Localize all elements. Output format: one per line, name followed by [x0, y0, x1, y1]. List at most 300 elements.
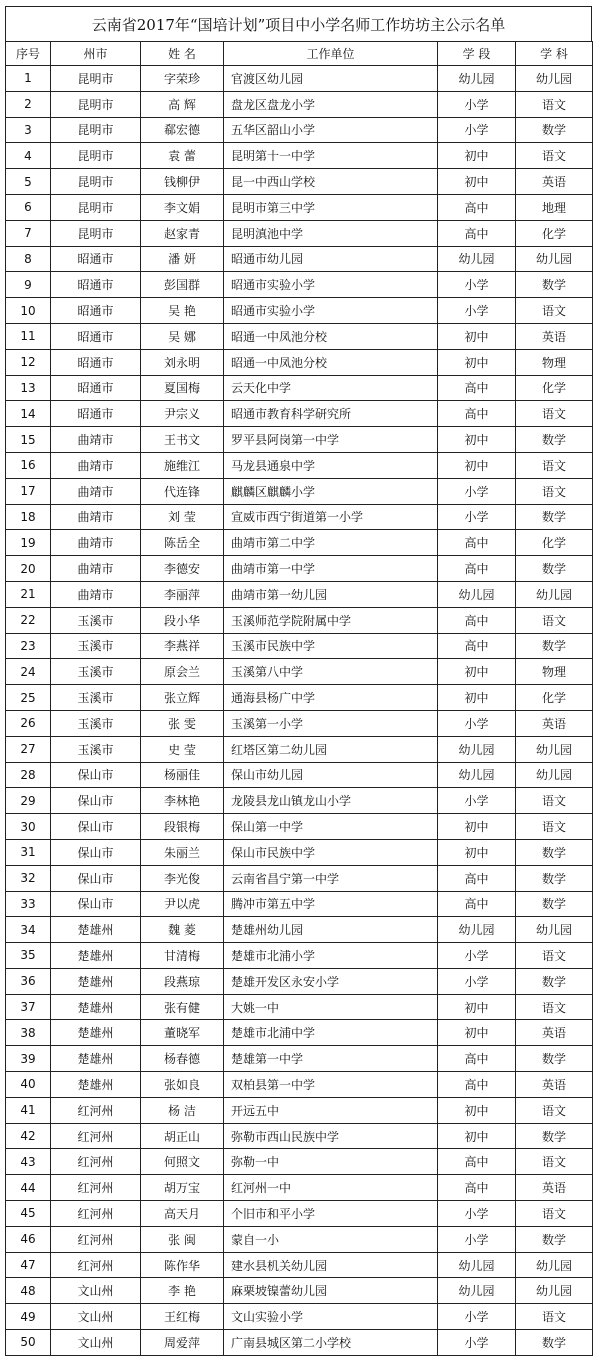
- cell-subject: 化学: [516, 685, 593, 711]
- cell-subject: 幼儿园: [516, 1278, 593, 1304]
- cell-name: 甘清梅: [141, 943, 224, 969]
- table-row: [6, 504, 593, 530]
- cell-city: 昆明市: [51, 117, 141, 143]
- cell-subject: 英语: [516, 710, 593, 736]
- cell-workplace: 楚雄市北浦小学: [224, 943, 438, 969]
- cell-index: 13: [6, 375, 51, 401]
- cell-city: 昆明市: [51, 194, 141, 220]
- cell-city: 曲靖市: [51, 427, 141, 453]
- cell-stage: 初中: [438, 349, 516, 375]
- table-row: [6, 1097, 593, 1123]
- cell-workplace: 曲靖市第一中学: [224, 556, 438, 582]
- cell-index: 9: [6, 272, 51, 298]
- cell-subject: 化学: [516, 530, 593, 556]
- cell-workplace: 玉溪师范学院附属中学: [224, 607, 438, 633]
- cell-city: 保山市: [51, 839, 141, 865]
- cell-stage: 初中: [438, 685, 516, 711]
- cell-index: 5: [6, 169, 51, 195]
- cell-index: 10: [6, 298, 51, 324]
- cell-city: 曲靖市: [51, 530, 141, 556]
- table-row: [6, 452, 593, 478]
- cell-name: 钱柳伊: [141, 169, 224, 195]
- cell-city: 玉溪市: [51, 659, 141, 685]
- cell-stage: 小学: [438, 478, 516, 504]
- cell-stage: 高中: [438, 607, 516, 633]
- table-row: [6, 659, 593, 685]
- cell-stage: 初中: [438, 994, 516, 1020]
- header-name: 姓 名: [141, 42, 224, 66]
- cell-index: 30: [6, 814, 51, 840]
- table-row: [6, 1252, 593, 1278]
- table-row: [6, 1123, 593, 1149]
- cell-name: 尹宗义: [141, 401, 224, 427]
- cell-stage: 初中: [438, 839, 516, 865]
- cell-index: 24: [6, 659, 51, 685]
- cell-subject: 地理: [516, 194, 593, 220]
- cell-stage: 高中: [438, 891, 516, 917]
- cell-city: 保山市: [51, 814, 141, 840]
- cell-name: 施维江: [141, 452, 224, 478]
- cell-city: 红河州: [51, 1201, 141, 1227]
- cell-subject: 英语: [516, 1020, 593, 1046]
- table-row: [6, 1330, 593, 1356]
- table-row: [6, 349, 593, 375]
- cell-city: 昭通市: [51, 323, 141, 349]
- cell-workplace: 龙陵县龙山镇龙山小学: [224, 788, 438, 814]
- cell-workplace: 马龙县通泉中学: [224, 452, 438, 478]
- cell-name: 魏 菱: [141, 917, 224, 943]
- cell-workplace: 盘龙区盘龙小学: [224, 91, 438, 117]
- cell-workplace: 麒麟区麒麟小学: [224, 478, 438, 504]
- cell-workplace: 双柏县第一中学: [224, 1072, 438, 1098]
- table-row: [6, 762, 593, 788]
- cell-index: 21: [6, 581, 51, 607]
- cell-subject: 数学: [516, 633, 593, 659]
- cell-workplace: 保山市幼儿园: [224, 762, 438, 788]
- cell-workplace: 昆一中西山学校: [224, 169, 438, 195]
- table-row: [6, 375, 593, 401]
- cell-subject: 英语: [516, 169, 593, 195]
- cell-index: 23: [6, 633, 51, 659]
- cell-city: 楚雄州: [51, 1072, 141, 1098]
- cell-workplace: 昭通市实验小学: [224, 272, 438, 298]
- cell-subject: 化学: [516, 220, 593, 246]
- cell-city: 保山市: [51, 865, 141, 891]
- cell-name: 张如良: [141, 1072, 224, 1098]
- table-row: [6, 117, 593, 143]
- cell-name: 袁 蕾: [141, 143, 224, 169]
- cell-city: 红河州: [51, 1123, 141, 1149]
- cell-subject: 物理: [516, 659, 593, 685]
- cell-name: 李德安: [141, 556, 224, 582]
- cell-name: 何照文: [141, 1149, 224, 1175]
- cell-city: 昭通市: [51, 298, 141, 324]
- cell-name: 陈作华: [141, 1252, 224, 1278]
- cell-workplace: 昆明第十一中学: [224, 143, 438, 169]
- cell-workplace: 玉溪第八中学: [224, 659, 438, 685]
- cell-workplace: 云南省昌宁第一中学: [224, 865, 438, 891]
- page-title: 云南省2017年“国培计划”项目中小学名师工作坊坊主公示名单: [5, 6, 592, 41]
- cell-index: 50: [6, 1330, 51, 1356]
- cell-stage: 小学: [438, 272, 516, 298]
- cell-workplace: 宣威市西宁街道第一小学: [224, 504, 438, 530]
- cell-city: 玉溪市: [51, 736, 141, 762]
- cell-index: 18: [6, 504, 51, 530]
- cell-subject: 语文: [516, 401, 593, 427]
- cell-city: 昭通市: [51, 401, 141, 427]
- cell-index: 22: [6, 607, 51, 633]
- table-row: [6, 1149, 593, 1175]
- cell-city: 文山州: [51, 1278, 141, 1304]
- cell-name: 刘 莹: [141, 504, 224, 530]
- cell-subject: 语文: [516, 1304, 593, 1330]
- cell-index: 38: [6, 1020, 51, 1046]
- table-row: [6, 1046, 593, 1072]
- table-row: [6, 788, 593, 814]
- cell-city: 曲靖市: [51, 556, 141, 582]
- table-row: [6, 1278, 593, 1304]
- cell-index: 14: [6, 401, 51, 427]
- cell-city: 楚雄州: [51, 943, 141, 969]
- table-row: [6, 556, 593, 582]
- cell-index: 15: [6, 427, 51, 453]
- cell-stage: 小学: [438, 1226, 516, 1252]
- cell-stage: 初中: [438, 143, 516, 169]
- cell-stage: 初中: [438, 814, 516, 840]
- cell-stage: 小学: [438, 710, 516, 736]
- cell-workplace: 曲靖市第二中学: [224, 530, 438, 556]
- cell-workplace: 弥勒一中: [224, 1149, 438, 1175]
- cell-workplace: 广南县城区第二小学校: [224, 1330, 438, 1356]
- table-row: [6, 298, 593, 324]
- cell-name: 高 辉: [141, 91, 224, 117]
- table-row: [6, 968, 593, 994]
- cell-city: 楚雄州: [51, 1046, 141, 1072]
- cell-name: 杨丽佳: [141, 762, 224, 788]
- table-row: [6, 1175, 593, 1201]
- cell-name: 李光俊: [141, 865, 224, 891]
- cell-index: 36: [6, 968, 51, 994]
- cell-stage: 幼儿园: [438, 1278, 516, 1304]
- cell-stage: 初中: [438, 323, 516, 349]
- cell-index: 11: [6, 323, 51, 349]
- cell-name: 夏国梅: [141, 375, 224, 401]
- cell-workplace: 通海县杨广中学: [224, 685, 438, 711]
- cell-name: 杨春德: [141, 1046, 224, 1072]
- cell-subject: 数学: [516, 891, 593, 917]
- cell-name: 郗宏德: [141, 117, 224, 143]
- cell-subject: 英语: [516, 323, 593, 349]
- cell-workplace: 楚雄州幼儿园: [224, 917, 438, 943]
- cell-city: 昆明市: [51, 91, 141, 117]
- cell-name: 潘 妍: [141, 246, 224, 272]
- header-workplace: 工作单位: [224, 42, 438, 66]
- cell-index: 31: [6, 839, 51, 865]
- cell-city: 保山市: [51, 762, 141, 788]
- cell-city: 红河州: [51, 1175, 141, 1201]
- cell-workplace: 楚雄开发区永安小学: [224, 968, 438, 994]
- cell-subject: 幼儿园: [516, 917, 593, 943]
- cell-name: 周爱萍: [141, 1330, 224, 1356]
- table-row: [6, 607, 593, 633]
- cell-stage: 小学: [438, 298, 516, 324]
- cell-stage: 初中: [438, 659, 516, 685]
- cell-subject: 语文: [516, 943, 593, 969]
- cell-workplace: 保山市民族中学: [224, 839, 438, 865]
- table-row: [6, 1226, 593, 1252]
- cell-city: 楚雄州: [51, 994, 141, 1020]
- cell-city: 昆明市: [51, 169, 141, 195]
- cell-index: 2: [6, 91, 51, 117]
- cell-workplace: 开远五中: [224, 1097, 438, 1123]
- cell-city: 保山市: [51, 891, 141, 917]
- cell-subject: 数学: [516, 1330, 593, 1356]
- cell-index: 33: [6, 891, 51, 917]
- cell-subject: 数学: [516, 1226, 593, 1252]
- cell-workplace: 楚雄第一中学: [224, 1046, 438, 1072]
- cell-workplace: 昆明市第三中学: [224, 194, 438, 220]
- cell-workplace: 昭通市幼儿园: [224, 246, 438, 272]
- cell-subject: 幼儿园: [516, 736, 593, 762]
- cell-name: 段银梅: [141, 814, 224, 840]
- table-row: [6, 427, 593, 453]
- cell-city: 红河州: [51, 1097, 141, 1123]
- cell-subject: 幼儿园: [516, 762, 593, 788]
- cell-stage: 小学: [438, 1330, 516, 1356]
- cell-subject: 语文: [516, 478, 593, 504]
- table-row: [6, 1201, 593, 1227]
- table-row: [6, 66, 593, 92]
- table-row: [6, 246, 593, 272]
- cell-subject: 数学: [516, 272, 593, 298]
- cell-workplace: 大姚一中: [224, 994, 438, 1020]
- table-row: [6, 530, 593, 556]
- cell-workplace: 玉溪第一小学: [224, 710, 438, 736]
- cell-subject: 数学: [516, 504, 593, 530]
- cell-workplace: 弥勒市西山民族中学: [224, 1123, 438, 1149]
- cell-workplace: 文山实验小学: [224, 1304, 438, 1330]
- cell-city: 昭通市: [51, 272, 141, 298]
- cell-name: 段燕琼: [141, 968, 224, 994]
- cell-index: 6: [6, 194, 51, 220]
- cell-name: 张有健: [141, 994, 224, 1020]
- table-row: [6, 272, 593, 298]
- cell-workplace: 昆明滇池中学: [224, 220, 438, 246]
- cell-name: 尹以虎: [141, 891, 224, 917]
- cell-subject: 语文: [516, 788, 593, 814]
- cell-city: 保山市: [51, 788, 141, 814]
- cell-stage: 幼儿园: [438, 66, 516, 92]
- table-row: [6, 839, 593, 865]
- cell-workplace: 昭通一中凤池分校: [224, 323, 438, 349]
- cell-workplace: 五华区韶山小学: [224, 117, 438, 143]
- table-row: [6, 891, 593, 917]
- cell-index: 4: [6, 143, 51, 169]
- header-subject: 学 科: [516, 42, 593, 66]
- cell-stage: 高中: [438, 401, 516, 427]
- cell-name: 字荣珍: [141, 66, 224, 92]
- cell-stage: 高中: [438, 1072, 516, 1098]
- cell-stage: 小学: [438, 788, 516, 814]
- cell-name: 杨 洁: [141, 1097, 224, 1123]
- cell-subject: 英语: [516, 1072, 593, 1098]
- cell-name: 王书文: [141, 427, 224, 453]
- cell-stage: 初中: [438, 452, 516, 478]
- table-row: [6, 633, 593, 659]
- cell-index: 29: [6, 788, 51, 814]
- table-row: [6, 943, 593, 969]
- cell-index: 34: [6, 917, 51, 943]
- cell-index: 32: [6, 865, 51, 891]
- cell-name: 代连锋: [141, 478, 224, 504]
- header-city: 州市: [51, 42, 141, 66]
- cell-city: 文山州: [51, 1330, 141, 1356]
- cell-stage: 高中: [438, 194, 516, 220]
- cell-workplace: 保山第一中学: [224, 814, 438, 840]
- cell-index: 1: [6, 66, 51, 92]
- cell-workplace: 官渡区幼儿园: [224, 66, 438, 92]
- cell-city: 昆明市: [51, 220, 141, 246]
- header-stage: 学 段: [438, 42, 516, 66]
- cell-name: 张 雯: [141, 710, 224, 736]
- cell-subject: 数学: [516, 556, 593, 582]
- table-row: [6, 865, 593, 891]
- cell-stage: 幼儿园: [438, 581, 516, 607]
- cell-index: 35: [6, 943, 51, 969]
- cell-stage: 高中: [438, 220, 516, 246]
- cell-stage: 小学: [438, 1304, 516, 1330]
- cell-index: 47: [6, 1252, 51, 1278]
- cell-subject: 语文: [516, 994, 593, 1020]
- cell-name: 高天月: [141, 1201, 224, 1227]
- document: [5, 6, 592, 1356]
- cell-stage: 小学: [438, 91, 516, 117]
- cell-index: 26: [6, 710, 51, 736]
- cell-stage: 初中: [438, 427, 516, 453]
- cell-index: 40: [6, 1072, 51, 1098]
- cell-stage: 高中: [438, 375, 516, 401]
- cell-stage: 高中: [438, 1046, 516, 1072]
- table-row: [6, 401, 593, 427]
- cell-index: 48: [6, 1278, 51, 1304]
- cell-index: 39: [6, 1046, 51, 1072]
- cell-name: 王红梅: [141, 1304, 224, 1330]
- cell-index: 41: [6, 1097, 51, 1123]
- table-row: [6, 710, 593, 736]
- cell-name: 赵家青: [141, 220, 224, 246]
- cell-workplace: 红塔区第二幼儿园: [224, 736, 438, 762]
- table-row: [6, 323, 593, 349]
- cell-index: 46: [6, 1226, 51, 1252]
- cell-index: 49: [6, 1304, 51, 1330]
- cell-workplace: 楚雄市北浦中学: [224, 1020, 438, 1046]
- cell-index: 44: [6, 1175, 51, 1201]
- cell-stage: 高中: [438, 1149, 516, 1175]
- cell-workplace: 腾冲市第五中学: [224, 891, 438, 917]
- header-index: 序号: [6, 42, 51, 66]
- cell-stage: 初中: [438, 1097, 516, 1123]
- table-row: [6, 917, 593, 943]
- cell-name: 原会兰: [141, 659, 224, 685]
- table-row: [6, 685, 593, 711]
- cell-index: 45: [6, 1201, 51, 1227]
- cell-index: 42: [6, 1123, 51, 1149]
- cell-workplace: 麻栗坡镍蕾幼儿园: [224, 1278, 438, 1304]
- cell-subject: 语文: [516, 1149, 593, 1175]
- cell-workplace: 曲靖市第一幼儿园: [224, 581, 438, 607]
- cell-index: 3: [6, 117, 51, 143]
- cell-workplace: 建水县机关幼儿园: [224, 1252, 438, 1278]
- cell-index: 43: [6, 1149, 51, 1175]
- cell-subject: 数学: [516, 968, 593, 994]
- cell-workplace: 红河州一中: [224, 1175, 438, 1201]
- cell-workplace: 蒙自一小: [224, 1226, 438, 1252]
- cell-name: 彭国群: [141, 272, 224, 298]
- cell-stage: 小学: [438, 504, 516, 530]
- cell-subject: 语文: [516, 814, 593, 840]
- cell-stage: 高中: [438, 530, 516, 556]
- cell-subject: 语文: [516, 452, 593, 478]
- cell-city: 昭通市: [51, 246, 141, 272]
- cell-city: 楚雄州: [51, 968, 141, 994]
- cell-name: 李林艳: [141, 788, 224, 814]
- table-row: [6, 814, 593, 840]
- table-row: [6, 1072, 593, 1098]
- cell-index: 27: [6, 736, 51, 762]
- cell-city: 曲靖市: [51, 504, 141, 530]
- cell-stage: 高中: [438, 556, 516, 582]
- cell-index: 25: [6, 685, 51, 711]
- cell-name: 李燕祥: [141, 633, 224, 659]
- cell-subject: 英语: [516, 1175, 593, 1201]
- header-row: [6, 42, 593, 66]
- cell-city: 红河州: [51, 1149, 141, 1175]
- cell-city: 昆明市: [51, 66, 141, 92]
- cell-name: 胡万宝: [141, 1175, 224, 1201]
- table-row: [6, 220, 593, 246]
- cell-index: 16: [6, 452, 51, 478]
- cell-stage: 幼儿园: [438, 246, 516, 272]
- cell-city: 红河州: [51, 1226, 141, 1252]
- cell-city: 昭通市: [51, 375, 141, 401]
- cell-city: 昭通市: [51, 349, 141, 375]
- cell-stage: 幼儿园: [438, 1252, 516, 1278]
- cell-stage: 幼儿园: [438, 917, 516, 943]
- cell-subject: 物理: [516, 349, 593, 375]
- cell-subject: 幼儿园: [516, 1252, 593, 1278]
- cell-subject: 幼儿园: [516, 581, 593, 607]
- cell-name: 胡正山: [141, 1123, 224, 1149]
- cell-subject: 幼儿园: [516, 246, 593, 272]
- cell-subject: 语文: [516, 1201, 593, 1227]
- table-row: [6, 91, 593, 117]
- cell-subject: 数学: [516, 839, 593, 865]
- cell-name: 朱丽兰: [141, 839, 224, 865]
- cell-name: 段小华: [141, 607, 224, 633]
- cell-city: 玉溪市: [51, 633, 141, 659]
- cell-index: 8: [6, 246, 51, 272]
- cell-city: 曲靖市: [51, 478, 141, 504]
- cell-city: 曲靖市: [51, 452, 141, 478]
- cell-city: 曲靖市: [51, 581, 141, 607]
- cell-subject: 语文: [516, 607, 593, 633]
- cell-city: 红河州: [51, 1252, 141, 1278]
- cell-index: 17: [6, 478, 51, 504]
- cell-stage: 小学: [438, 943, 516, 969]
- roster-table: [5, 41, 593, 1356]
- cell-name: 李文娟: [141, 194, 224, 220]
- cell-subject: 数学: [516, 427, 593, 453]
